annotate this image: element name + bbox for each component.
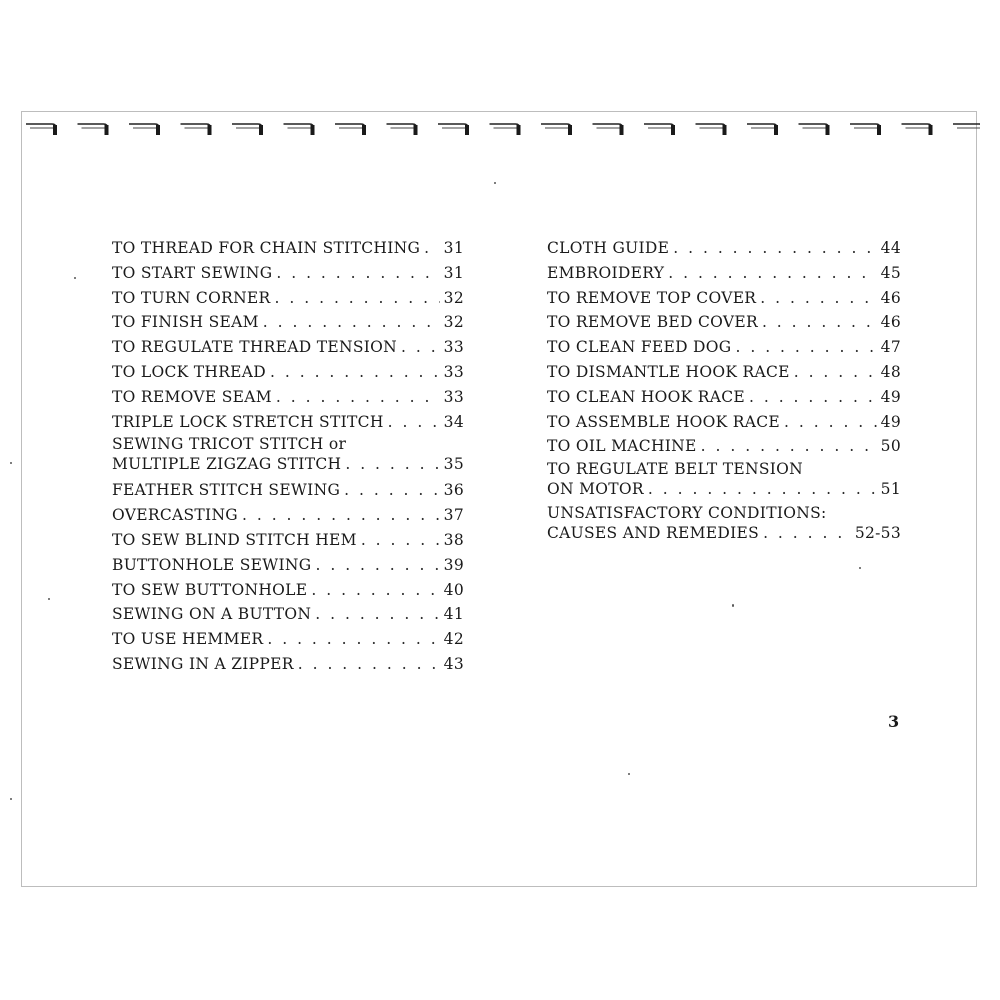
leader-dots [315,602,439,627]
toc-entry [547,503,901,547]
toc-entry [112,503,464,528]
leader-dots [270,360,440,385]
leader-dots [749,385,877,410]
leader-dots [242,503,440,528]
toc-entry [112,236,464,261]
scan-speck [859,567,861,569]
toc-entry [112,335,464,360]
scan-speck [732,604,734,607]
toc-left-column [112,236,464,677]
leader-dots [784,410,877,435]
toc-entry-title: CLOTH GUIDE [547,239,670,257]
binding-ring-icon [387,124,418,135]
leader-dots [263,310,440,335]
toc-entry-page: 35 [443,455,464,474]
leader-dots [762,310,877,335]
binding-ring-icon [644,124,675,135]
toc-entry [112,652,464,677]
toc-entry-title: SEWING IN A ZIPPER [112,654,294,673]
toc-entry-page: 37 [443,506,464,525]
toc-entry-page: 36 [443,481,464,500]
leader-dots [701,434,877,459]
toc-entry-page: 38 [443,530,464,549]
toc-entry [112,627,464,652]
toc-entry [112,286,464,311]
leader-dots [298,652,440,677]
toc-entry [547,360,901,385]
toc-entry-page: 48 [880,362,901,381]
toc-entry-title: TO CLEAN FEED DOG [547,338,732,357]
toc-entry-title: TO REMOVE TOP COVER [547,288,757,307]
binding-ring-icon [181,124,212,135]
toc-entry [547,236,901,261]
leader-dots [267,627,439,652]
toc-entry [112,602,464,627]
toc-entry-page: 52-53 [854,524,901,543]
toc-entry-line2 [547,523,901,543]
toc-entry [112,528,464,553]
leader-dots [424,236,440,261]
leader-dots [794,360,877,385]
leader-dots [673,236,876,261]
toc-entry-page: 44 [880,239,901,257]
leader-dots [345,454,439,474]
binding-ring-icon [953,124,980,135]
toc-entry-page: 45 [880,263,901,282]
toc-entry [112,410,464,435]
toc-entry-title: EMBROIDERY [547,263,665,282]
toc-entry-title: TO OIL MACHINE [547,437,697,456]
toc-entry-page: 46 [880,313,901,332]
leader-dots [401,335,440,360]
toc-right-column [547,236,901,547]
toc-entry-title: SEWING ON A BUTTON [112,605,312,624]
toc-entry-title: TO ASSEMBLE HOOK RACE [547,412,781,431]
binding-ring-icon [593,124,624,135]
toc-entry [547,335,901,360]
toc-entry-page: 42 [443,630,464,649]
toc-entry-title: SEWING TRICOT STITCH or [112,435,347,454]
toc-entry [112,360,464,385]
binding-ring-icon [799,124,830,135]
toc-entry-page: 32 [443,288,464,307]
toc-entry-page: 33 [443,387,464,406]
toc-entry [547,261,901,286]
toc-entry-page: 43 [443,654,464,673]
leader-dots [648,479,877,499]
toc-entry-page: 41 [443,605,464,624]
leader-dots [311,578,439,603]
toc-entry-title: TO CLEAN HOOK RACE [547,387,745,406]
toc-entry-line2 [112,454,464,474]
scan-speck [10,462,12,464]
toc-entry [547,434,901,459]
binding-ring-icon [129,124,160,135]
toc-entry-title: TO START SEWING [112,263,273,282]
toc-entry-title: TO TURN CORNER [112,288,271,307]
toc-entry-title: TO LOCK THREAD [112,362,267,381]
toc-entry [112,578,464,603]
toc-entry-title: OVERCASTING [112,506,238,525]
leader-dots [276,261,439,286]
toc-entry [547,310,901,335]
toc-entry-page: 49 [880,387,901,406]
toc-entry-page: 31 [443,263,464,282]
toc-entry-title: TO USE HEMMER [112,630,264,649]
scan-speck [48,598,50,600]
toc-entry-page: 39 [443,555,464,574]
leader-dots [275,286,440,311]
toc-entry-title: TO REGULATE BELT TENSION [547,460,804,479]
toc-entry-page: 34 [443,412,464,431]
scan-speck [628,773,630,775]
binding-ring-icon [902,124,933,135]
toc-entry-page: 46 [880,288,901,307]
leader-dots [735,335,876,360]
toc-entry-line2 [547,479,901,499]
toc-entry [112,553,464,578]
toc-entry [112,261,464,286]
leader-dots [760,286,876,311]
binding-ring-icon [696,124,727,135]
toc-entry-page: 31 [443,239,464,257]
leader-dots [388,410,440,435]
toc-entry-page: 33 [443,362,464,381]
binding-ring-icon [78,124,109,135]
toc-entry [547,286,901,311]
toc-entry-page: 32 [443,313,464,332]
toc-entry-title: TO FINISH SEAM [112,313,259,332]
page-number: 3 [888,712,900,731]
toc-entry-title: TO DISMANTLE HOOK RACE [547,362,790,381]
toc-entry-page: 40 [443,580,464,599]
binding-ring-icon [232,124,263,135]
scan-speck [494,182,496,184]
toc-entry [547,385,901,410]
binding-ring-icon [850,124,881,135]
toc-entry-title: TO REMOVE BED COVER [547,313,758,332]
toc-entry [112,310,464,335]
binding-ring-icon [490,124,521,135]
toc-entry-title: UNSATISFACTORY CONDITIONS: [547,504,827,523]
leader-dots [668,261,876,286]
toc-entry-page: 33 [443,338,464,357]
binding-ring-icon [747,124,778,135]
binding-ring-icon [541,124,572,135]
spiral-binding-icon [24,119,980,139]
toc-entry-title: TO REGULATE THREAD TENSION [112,338,398,357]
toc-entry-title: TRIPLE LOCK STRETCH STITCH [112,412,384,431]
toc-entry-page: 47 [880,338,901,357]
toc-entry-title: BUTTONHOLE SEWING [112,555,312,574]
toc-entry-title-continued: MULTIPLE ZIGZAG STITCH [112,455,342,474]
leader-dots [361,528,440,553]
leader-dots [315,553,439,578]
toc-entry-title: TO SEW BUTTONHOLE [112,580,308,599]
toc-entry [547,410,901,435]
toc-entry-title: TO THREAD FOR CHAIN STITCHING [112,239,421,257]
toc-entry-title: TO SEW BLIND STITCH HEM [112,530,357,549]
toc-entry-title: FEATHER STITCH SEWING [112,481,341,500]
toc-entry-title-continued: ON MOTOR [547,480,644,499]
leader-dots [344,478,440,503]
toc-entry-page: 51 [880,480,901,499]
leader-dots [276,385,440,410]
toc-entry-title-continued: CAUSES AND REMEDIES [547,524,760,543]
toc-entry [112,478,464,503]
toc-entry-page: 50 [880,437,901,456]
toc-entry [112,385,464,410]
scan-speck [10,798,12,800]
leader-dots [763,523,851,543]
toc-entry [112,434,464,478]
scan-speck [74,277,76,279]
binding-ring-icon [26,124,57,135]
binding-ring-icon [284,124,315,135]
binding-ring-icon [438,124,469,135]
binding-ring-icon [335,124,366,135]
toc-entry-page: 49 [880,412,901,431]
toc-entry [547,459,901,503]
toc-entry-title: TO REMOVE SEAM [112,387,272,406]
